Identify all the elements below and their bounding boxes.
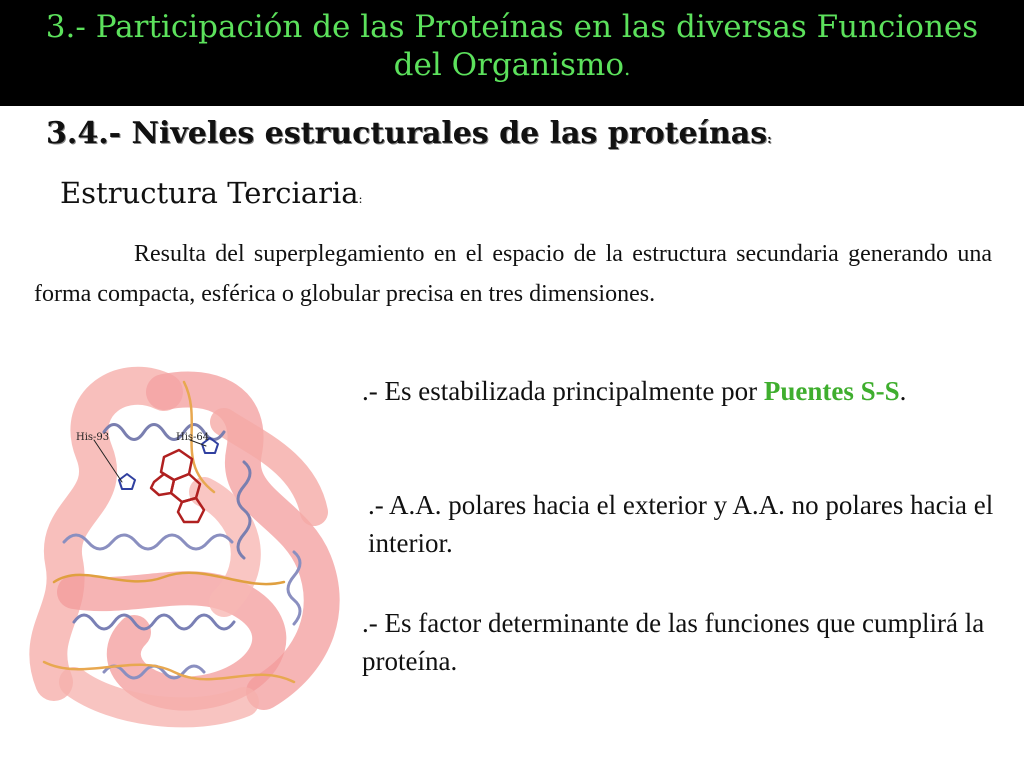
- structure-heading-colon: :: [358, 192, 363, 206]
- structure-heading: [60, 176, 363, 210]
- section-subtitle: [46, 116, 772, 151]
- header-title-line2-text: del Organismo: [393, 47, 624, 83]
- his64-label: His-64: [176, 432, 210, 443]
- bullet-function: .- Es factor determinante de las funciones que cumplirá la proteína.: [362, 608, 985, 676]
- header-title-dot: .: [624, 56, 631, 80]
- protein-structure-illustration: [14, 362, 364, 736]
- section-subtitle-colon: :: [767, 132, 772, 146]
- bullet-polarity: .- A.A. polares hacia el exterior y A.A. no polares hacia el interior.: [368, 490, 994, 558]
- structure-heading-text: Estructura Terciaria: [60, 176, 359, 210]
- header-title-line1: 3.- Participación de las Proteínas en las diversas Funciones: [45, 9, 979, 45]
- bullet-stabilization-end: .: [899, 376, 907, 406]
- bullet-stabilization: [362, 372, 992, 410]
- his93-label: His-93: [76, 432, 110, 443]
- disulfide-bridges-highlight: Puentes S-S: [763, 376, 900, 406]
- definition-paragraph: Resulta del superplegamiento en el espacio de la estructura secundaria generando una forma compacta, esférica o globular precisa en tres dimensiones.: [34, 241, 992, 307]
- header-title-line2: [0, 46, 1024, 87]
- bullet-stabilization-text: .- Es estabilizada principalmente por: [362, 376, 764, 406]
- slide-header: [0, 0, 1024, 106]
- section-subtitle-text: 3.4.- Niveles estructurales de las proteínas: [46, 116, 768, 151]
